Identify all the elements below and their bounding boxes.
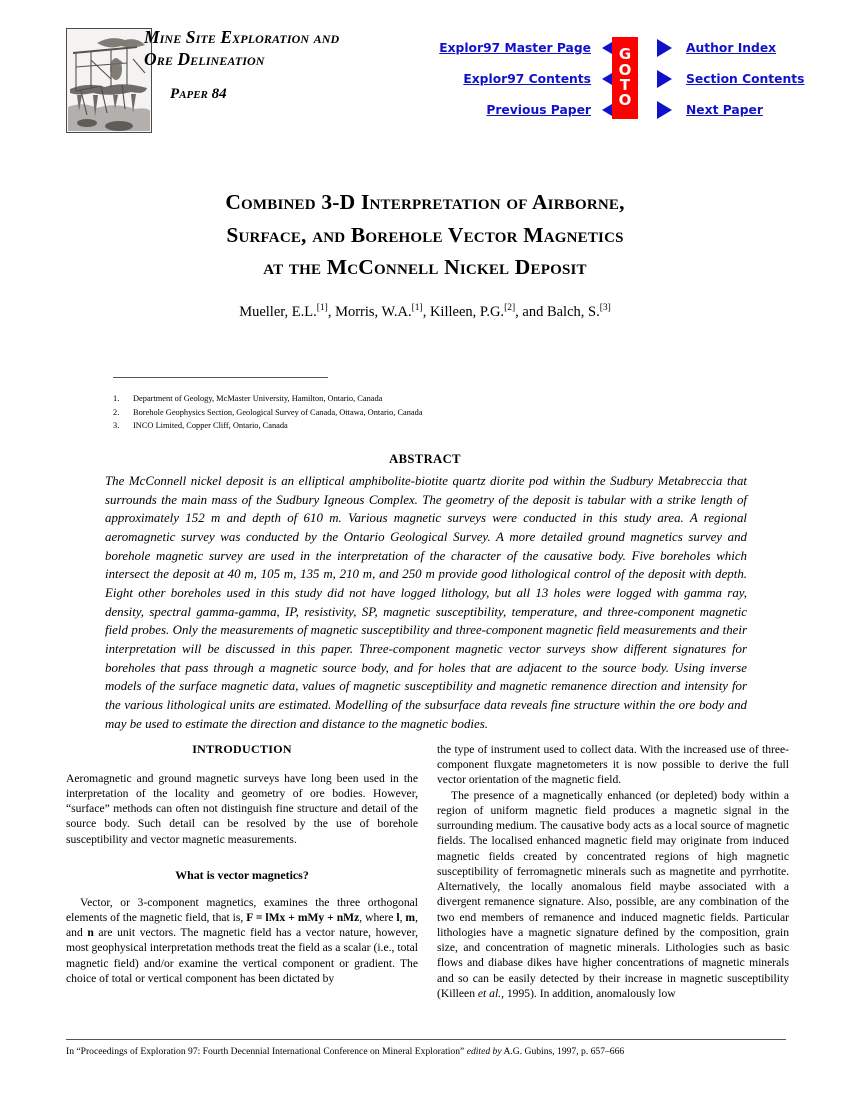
link-explor97-master-page[interactable]: Explor97 Master Page <box>439 40 591 55</box>
para2-text-a: Vector, or 3-component magnetics, examines the three orthogonal elements of the magnetic field, that is, <box>66 895 418 924</box>
title-line-2: Surface, and Borehole Vector Magnetics <box>226 222 624 247</box>
para2-text-e: are unit vectors. The magnetic field has a vector nature, however, most geophysical interpretation methods treat the field as a scalar (i.e., total magnetic field) and/or examine the vertical component or gradient. The choice of total or vertical component has been dictated by <box>66 926 418 985</box>
goto-navigation <box>416 32 850 125</box>
author-2-ref: [1] <box>411 303 423 313</box>
title-line-1: Combined 3-D Interpretation of Airborne, <box>225 190 625 214</box>
goto-letter-o2: O <box>618 91 632 110</box>
author-2-name: Morris, W.A. <box>335 303 412 320</box>
right-paragraph-2 <box>437 788 789 1001</box>
link-previous-paper[interactable]: Previous Paper <box>486 102 591 117</box>
arrow-right-icon-3[interactable] <box>657 101 672 119</box>
author-sep-1: , <box>327 303 336 320</box>
affiliation-text: INCO Limited, Copper Cliff, Ontario, Canada <box>133 421 288 431</box>
right-para2-text-a: The presence of a magnetically enhanced (or depleted) body within a region of uniform magnetic field produces a magnetic signal in the surrounding medium. The causative body acts as a local source of magnetic fields. The localised enhanced magnetic field may originate from induced magnetic fields created by concentrated regions of high magnetic susceptibility of ferromagnetic minerals such as magnetite and pyrrhotite. Alternatively, the locally anomalous field maybe associated with a divergent remanence signature. Also, possible, are any combination of the two end members of remanence and induced magnetic fields. Particular lithologies have a magnetic signature defined by the composition, grain size, and concentration of magnetic minerals. Lithologies such as basic flows and diabase dikes have higher concentrations of magnetic minerals and so can be easily detected by their increase in magnetic susceptibility (Killeen <box>437 788 789 1000</box>
footer-divider <box>66 1039 786 1040</box>
series-title-line-1: Mine Site Exploration and <box>144 27 340 47</box>
affiliation-number: 2. <box>113 407 120 417</box>
link-section-contents[interactable]: Section Contents <box>686 71 805 86</box>
unit-vector-m: m <box>405 910 416 924</box>
abstract-heading: ABSTRACT <box>389 452 461 466</box>
affiliation-divider <box>113 377 328 378</box>
footer-part-1: In “Proceedings of Exploration 97: Fourth Decennial International Conference on Mineral Exploration” <box>66 1046 467 1057</box>
page-header <box>66 26 805 136</box>
unit-vector-n: n <box>87 926 94 940</box>
affiliation-item <box>113 419 673 433</box>
author-sep-3: , and <box>515 303 547 320</box>
author-sep-2: , <box>422 303 430 320</box>
affiliation-text: Department of Geology, McMaster University, Hamilton, Ontario, Canada <box>133 394 383 403</box>
para2-text-d: , and <box>66 910 418 940</box>
affiliation-item <box>113 406 673 420</box>
author-1-ref: [1] <box>316 303 328 313</box>
link-next-paper[interactable]: Next Paper <box>686 102 763 117</box>
affiliation-number: 3. <box>113 421 120 431</box>
citation-et-al: et al. <box>477 986 502 1000</box>
para2-text-b: , where <box>359 910 397 924</box>
title-line-3: at the McConnell Nickel Deposit <box>263 255 587 280</box>
series-title-block <box>144 26 444 103</box>
author-4-name: Balch, S. <box>546 303 600 320</box>
series-title-line-2: Ore Delineation <box>144 49 265 70</box>
arrow-right-icon-1[interactable] <box>657 39 672 57</box>
intro-paragraph-2 <box>66 895 418 986</box>
mine-woodcut-illustration <box>66 28 152 133</box>
body-column-right <box>437 742 789 1001</box>
abstract-body: The McConnell nickel deposit is an elliptical amphibolite-biotite quartz diorite pod within the Sudbury Metabreccia that surrounds the main mass of the Sudbury Igneous Complex. The geometry of the deposit is tabular with a strike length of approximately 152 m and depth of 610 m. Various magnetic surveys were conducted in this study area. A regional aeromagnetic survey was conducted by the Ontario Geological Survey. A more detailed ground magnetics survey and borehole magnetic survey are used in the interpretation of the character of the causative body. Five boreholes which intersect the deposit at 40 m, 105 m, 135 m, 210 m, and 250 m provide good lithological control of the deposit with depth. Eight other boreholes used in this study did not have logged lithology, but all 13 holes were logged with gamma ray, density, spectral gamma-gamma, IP, resistivity, SP, magnetic susceptibility, temperature, and three-component magnetic field probes. Only the measurements of magnetic susceptibility and three-component magnetic field measurements and their interpretation will be discussed in this paper. Three-component magnetic vector surveys show different signatures for boreholes that pass through a magnetic source body, and for holes that are adjacent to the source body. Using inverse models of the surface magnetic data, values of magnetic susceptibility and magnetic remanence direction and intensity for the various lithological units are estimated. Modelling of the subsurface data reveals fine structure within the ore body and may be used to estimate the direction and distance to the magnetic bodies. <box>105 474 747 731</box>
unit-vector-l: l <box>396 910 400 924</box>
subsection-heading-vector-magnetics: What is vector magnetics? <box>175 867 309 882</box>
body-column-left <box>66 742 418 986</box>
paper-number: Paper 84 <box>170 85 227 102</box>
footer-edited-by: edited by <box>466 1046 502 1057</box>
affiliation-list <box>113 392 673 433</box>
author-4-ref: [3] <box>599 303 611 313</box>
footer-citation <box>66 1046 806 1057</box>
goto-letter-g: G <box>618 45 632 64</box>
section-heading-introduction: INTRODUCTION <box>192 742 292 756</box>
vector-equation: F = lMx + mMy + nMz <box>246 910 360 924</box>
page-title <box>120 186 730 284</box>
right-paragraph-1: the type of instrument used to collect data. With the increased use of three-component fluxgate magnetometers it is now possible to derive the full vector orientation of the magnetic field. <box>437 743 789 787</box>
affiliation-text: Borehole Geophysics Section, Geological Survey of Canada, Ottawa, Ontario, Canada <box>133 407 423 417</box>
author-3-name: Killeen, P.G. <box>429 303 505 320</box>
affiliation-number: 1. <box>113 394 120 403</box>
author-list <box>100 303 750 321</box>
para2-text-c: , <box>399 910 406 924</box>
woodcut-svg <box>67 29 151 132</box>
goto-letter-o1: O <box>618 60 632 79</box>
footer-part-2: A.G. Gubins, 1997, p. 657–666 <box>501 1046 625 1057</box>
goto-letter-t: T <box>619 76 631 94</box>
intro-paragraph-1: Aeromagnetic and ground magnetic surveys have long been used in the interpretation of the locality and geometry of ore bodies. However, “surface” methods can often not distinguish fine structure and detail of the source body. Such detail can be resolved by the use of borehole susceptibility and vector magnetic measurements. <box>66 771 418 846</box>
author-3-ref: [2] <box>504 303 516 313</box>
link-author-index[interactable]: Author Index <box>686 40 777 55</box>
link-explor97-contents[interactable]: Explor97 Contents <box>463 71 591 86</box>
goto-badge <box>612 37 638 119</box>
arrow-right-icon-2[interactable] <box>657 70 672 88</box>
affiliation-item <box>113 392 673 406</box>
right-para2-text-b: , 1995). In addition, anomalously low <box>501 986 676 1000</box>
author-1-name: Mueller, E.L. <box>239 303 317 320</box>
